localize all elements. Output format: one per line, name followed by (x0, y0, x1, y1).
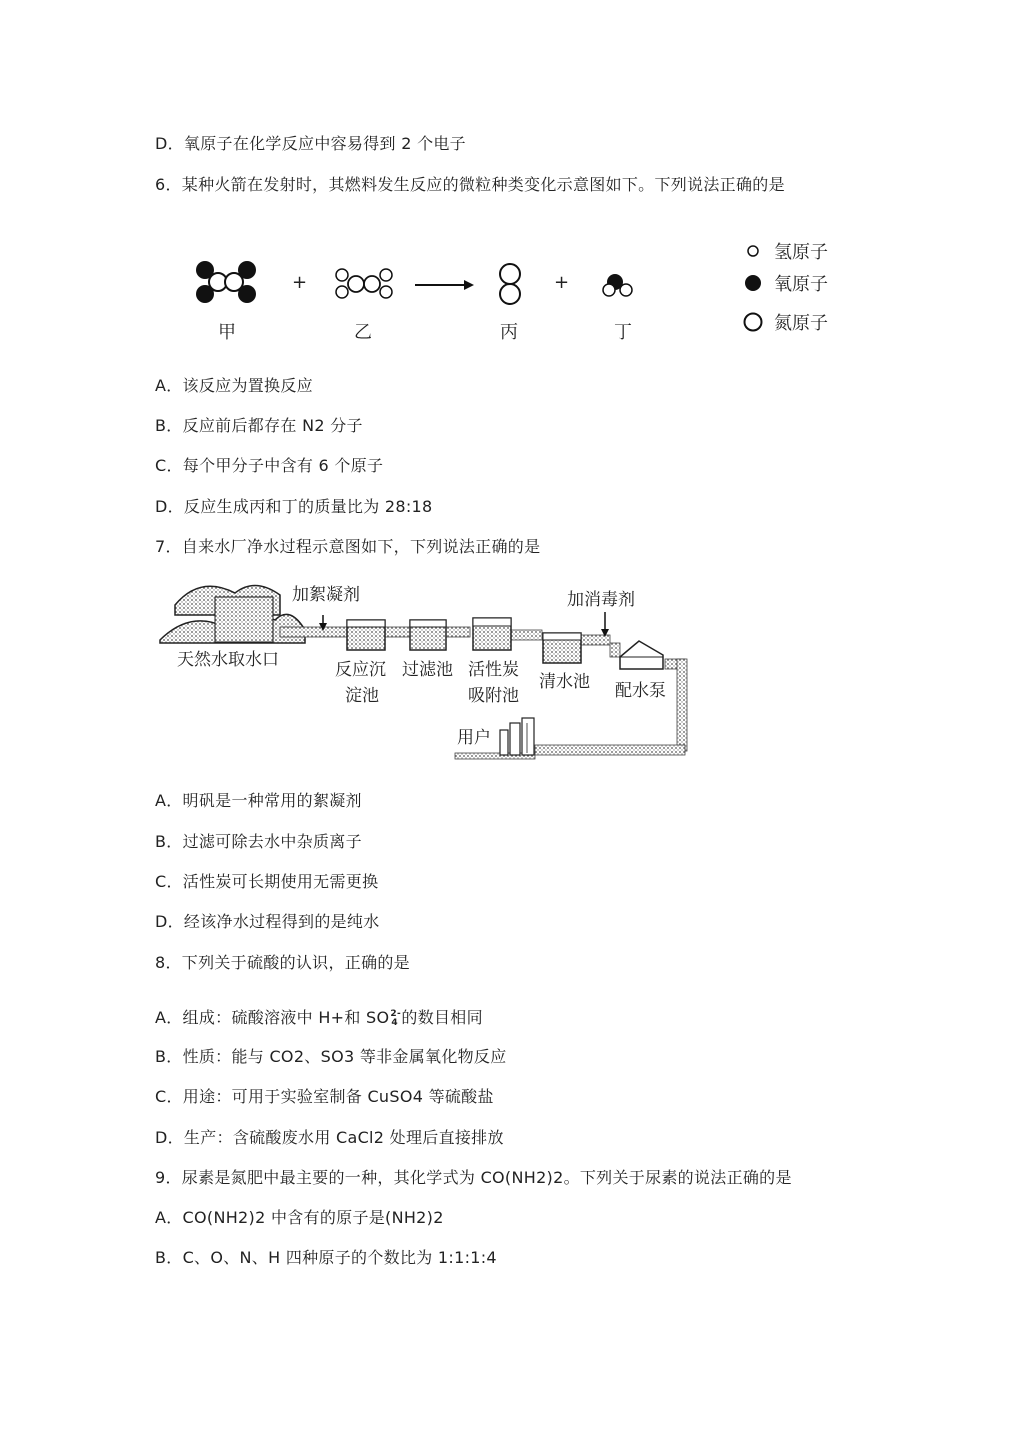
option-8d: D．生产：含硫酸废水用 CaCl2 处理后直接排放 (155, 1128, 504, 1147)
reaction-arrow (415, 280, 474, 290)
sulfate-subscript: 4 (391, 1018, 398, 1028)
option-7c: C．活性炭可长期使用无需更换 (155, 872, 379, 891)
reaction-diagram (180, 230, 860, 360)
question-9: 9．尿素是氮肥中最主要的一种，其化学式为 CO(NH2)2。下列关于尿素的说法正确的是 (155, 1168, 792, 1187)
option-8a (155, 1008, 483, 1028)
question-7: 7．自来水厂净水过程示意图如下，下列说法正确的是 (155, 537, 541, 556)
clear-water-tank (543, 633, 581, 663)
label-add-disinfectant: 加消毒剂 (567, 590, 635, 610)
option-9a: A．CO(NH2)2 中含有的原子是(NH2)2 (155, 1208, 444, 1227)
filter-tank (410, 620, 446, 650)
option-6c: C．每个甲分子中含有 6 个原子 (155, 456, 384, 475)
label-pump: 配水泵 (615, 681, 666, 701)
legend-nitrogen: 氮原子 (774, 313, 828, 334)
label-jia: 甲 (218, 322, 236, 343)
option-7a: A．明矾是一种常用的絮凝剂 (155, 791, 362, 810)
option-6a: A．该反应为置换反应 (155, 376, 313, 395)
option-9b: B．C、O、N、H 四种原子的个数比为 1:1:1:4 (155, 1248, 497, 1267)
question-6: 6．某种火箭在发射时，其燃料发生反应的微粒种类变化示意图如下。下列说法正确的是 (155, 175, 785, 194)
carbon-tank (473, 618, 511, 650)
option-8a-tail: 的数目相同 (401, 1008, 483, 1027)
plus-1: + (292, 272, 308, 293)
molecule-jia (196, 261, 256, 303)
label-yi: 乙 (354, 322, 372, 343)
label-filter: 过滤池 (402, 660, 453, 680)
label-clear-water: 清水池 (539, 672, 590, 692)
label-ding: 丁 (614, 322, 632, 343)
pump-house (620, 641, 663, 669)
legend-oxygen: 氧原子 (774, 274, 828, 295)
oxygen-icon (745, 275, 761, 291)
label-sedimentation-2: 淀池 (345, 686, 379, 706)
label-sedimentation-1: 反应沉 (335, 660, 386, 680)
molecule-bing (500, 264, 520, 304)
hydrogen-icon (748, 246, 758, 256)
option-7b: B．过滤可除去水中杂质离子 (155, 832, 362, 851)
label-user: 用户 (457, 728, 491, 748)
question-8: 8．下列关于硫酸的认识，正确的是 (155, 953, 410, 972)
plus-2: + (554, 272, 570, 293)
nitrogen-icon (745, 314, 762, 331)
legend-hydrogen: 氢原子 (774, 242, 828, 263)
option-6d: D．反应生成丙和丁的质量比为 28:18 (155, 497, 433, 516)
option-8c: C．用途：可用于实验室制备 CuSO4 等硫酸盐 (155, 1087, 494, 1106)
option-7d: D．经该净水过程得到的是纯水 (155, 912, 380, 931)
option-6b: B．反应前后都存在 N2 分子 (155, 416, 363, 435)
option-6d-prev: D．氧原子在化学反应中容易得到 2 个电子 (155, 134, 466, 153)
water-treatment-diagram (155, 575, 695, 770)
label-carbon-2: 吸附池 (468, 686, 519, 706)
molecule-ding (603, 274, 632, 296)
option-8a-text: A．组成：硫酸溶液中 H+和 SO (155, 1008, 390, 1027)
user-buildings (500, 718, 534, 755)
legend (745, 242, 829, 334)
molecule-yi (336, 269, 392, 298)
sedimentation-tank (347, 620, 385, 650)
option-8b: B．性质：能与 CO2、SO3 等非金属氧化物反应 (155, 1047, 507, 1066)
sulfate-superscript: 2- (390, 1009, 402, 1019)
label-source: 天然水取水口 (177, 650, 279, 670)
label-bing: 丙 (500, 322, 518, 343)
label-carbon-1: 活性炭 (468, 660, 519, 680)
label-add-coagulant: 加絮凝剂 (292, 585, 360, 605)
